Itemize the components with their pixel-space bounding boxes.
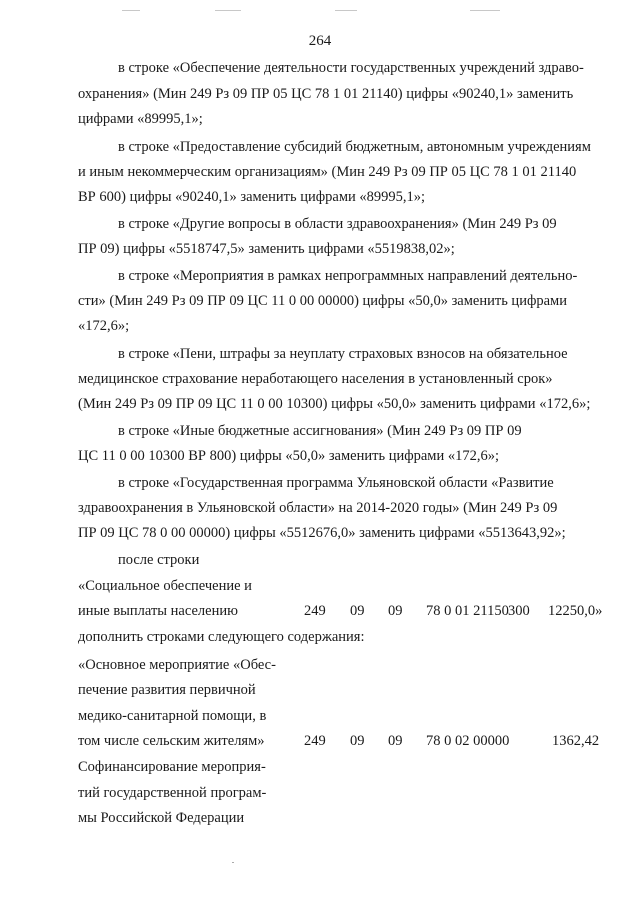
table-cell-name: тий государственной програм-: [78, 785, 267, 801]
scan-artifact: [335, 10, 357, 11]
text-line: в строке «Мероприятия в рамках непрограммных направлений деятельно-: [118, 268, 578, 284]
table-cell-name: иные выплаты населению: [78, 603, 238, 619]
table-cell-cs: 78 0 01 21150: [426, 603, 509, 619]
table-cell-name: том числе сельским жителям»: [78, 733, 265, 749]
table-cell-name: печение развития первичной: [78, 682, 256, 698]
scan-artifact: [122, 10, 140, 11]
text-line: в строке «Обеспечение деятельности государственных учреждений здраво-: [118, 60, 584, 76]
text-line: ВР 600) цифры «90240,1» заменить цифрами «89995,1»;: [78, 189, 426, 205]
table-cell-sum: 12250,0»: [548, 603, 603, 619]
text-line: цифрами «89995,1»;: [78, 111, 203, 127]
text-line: в строке «Предоставление субсидий бюджетным, автономным учреждениям: [118, 139, 591, 155]
text-line: «172,6»;: [78, 318, 130, 334]
text-line: ПР 09) цифры «5518747,5» заменить цифрами «5519838,02»;: [78, 241, 455, 257]
scan-artifact: [470, 10, 500, 11]
table-cell-cs: 78 0 02 00000: [426, 733, 510, 749]
table-cell-name: мы Российской Федерации: [78, 810, 245, 826]
text-line: в строке «Государственная программа Ульяновской области «Развитие: [118, 475, 554, 491]
table-cell-name: медико-санитарной помощи, в: [78, 708, 267, 724]
table-cell-sum: 1362,42: [552, 733, 600, 749]
table-cell-rz: 09: [350, 603, 365, 619]
table-cell-name: «Социальное обеспечение и: [78, 578, 252, 594]
table-cell-rz: 09: [350, 733, 365, 749]
table-cell-pr: 09: [388, 603, 403, 619]
text-line: (Мин 249 Рз 09 ПР 09 ЦС 11 0 00 10300) цифры «50,0» заменить цифрами «172,6»;: [78, 396, 591, 412]
text-line: и иным некоммерческим организациям» (Мин 249 Рз 09 ПР 05 ЦС 78 1 01 21140: [78, 164, 577, 180]
page-number: 264: [308, 33, 332, 49]
text-line: в строке «Иные бюджетные ассигнования» (Мин 249 Рз 09 ПР 09: [118, 423, 522, 439]
text-line: ЦС 11 0 00 10300 ВР 800) цифры «50,0» заменить цифрами «172,6»;: [78, 448, 500, 464]
text-line: здравоохранения в Ульяновской области» на 2014-2020 годы» (Мин 249 Рз 09: [78, 500, 558, 516]
table-cell-pr: 09: [388, 733, 403, 749]
text-line: в строке «Другие вопросы в области здравоохранения» (Мин 249 Рз 09: [118, 216, 557, 232]
text-line: в строке «Пени, штрафы за неуплату страховых взносов на обязательное: [118, 346, 568, 362]
table-cell-name: Софинансирование мероприя-: [78, 759, 266, 775]
text-line: охранения» (Мин 249 Рз 09 ПР 05 ЦС 78 1 01 21140) цифры «90240,1» заменить: [78, 86, 574, 102]
text-line: ПР 09 ЦС 78 0 00 00000) цифры «5512676,0» заменить цифрами «5513643,92»;: [78, 525, 566, 541]
scan-artifact: [232, 862, 234, 863]
text-line: сти» (Мин 249 Рз 09 ПР 09 ЦС 11 0 00 00000) цифры «50,0» заменить цифрами: [78, 293, 567, 309]
table-cell-name: «Основное мероприятие «Обес-: [78, 657, 276, 673]
table-cell-min: 249: [304, 733, 326, 749]
text-line: медицинское страхование неработающего населения в установленный срок»: [78, 371, 553, 387]
table-cell-vr: 300: [508, 603, 530, 619]
text-line: дополнить строками следующего содержания:: [78, 629, 365, 645]
table-cell-min: 249: [304, 603, 326, 619]
text-line: после строки: [118, 552, 200, 568]
scan-artifact: [215, 10, 241, 11]
